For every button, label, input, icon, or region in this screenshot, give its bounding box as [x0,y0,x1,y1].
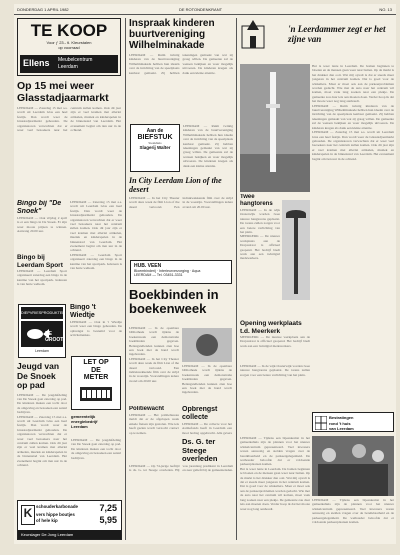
article-bingo-snoek-title: Bingo bij "De Snoek" [17,200,62,215]
article-bingo-wdtje-title: Bingo 't Wiedtje [70,304,96,319]
article-opening [240,320,310,360]
article-glasstad-cont [70,200,122,296]
bestrating-line2: rond 't huis [329,421,351,426]
article-bingo-sport-title: Bingo bij Leerdam Sport [17,254,63,269]
article-inspraak-title: Inspraak kinderen buurtvereniging Wilhelminakade [129,18,215,51]
article-glasstad-body: LEERDAM — Zaterdag 15 mei a.s. wordt uit Leerdam Glas een heel festijn. Dan wordt weer de Glasstadjaarmarkt gehouden. De organisatoren verwachten dat er weer veel bezoekers naar het centrum zullen komen. Ook dit jaar zijn er veel kramen met allerlei artikelen, muziek en kinderspelen in de binnenstad van Leerdam. Het evenement begint om tien uur in de ochtend. [17,106,121,133]
article-inspraak-cont-body: LEERDAM — Ruim twintig kinderen van de buurtvereniging Wilhelminakade hebben hun ideeën over de inrichting van de speelplaats kenbaar gemaakt. Zij hebben tekeningen gemaakt van wat zij graag willen. De gemeente zal de wensen bekijken en waar mogelijk uitvoeren. De kinderen kregen als dank een kleine attentie. [183,124,233,168]
meter-line2: DE [91,366,101,374]
article-opbrengst [182,406,232,436]
te-koop-title: TE KOOP [30,21,108,40]
article-boekbinden-body2: LEERDAM — In het City Theater wordt deze week de film Lion of the desert vertoond. Een indrukwekkende film over de strijd in de woestijn. Voorstellingen iedere avond om 20.00 uur. [129,356,179,383]
diepvries-line2: Leerdam [35,349,49,353]
gemeentelijk-line1: gemeentelijk [71,414,96,419]
te-koop-line2: op voorraad [58,45,80,50]
article-jeugd-body: LEERDAM — De jeugdafdeling van De Snoek gaat zaterdag op pad. De kinderen maken een tocht door de omgeving en bezoeken een aantal bedrijven. [17,392,67,415]
article-opbrengst-title: Opbrengst collecte [182,406,218,421]
veen-line2: Bloembinderij · Interieurverzorging · Aqua [134,269,201,273]
article-inspraak-cont [183,124,233,172]
article-inspraak [129,18,233,122]
article-dekker [129,438,233,540]
diepvries-brand: DE GROOT [45,331,64,343]
article-bottom-left-body2: Het is weer lente in Leerdam. De bomen beginnen te bloeien en de mensen gaan weer naar buiten. Op de markt is het drukker dan ooit. Wat mij opvalt is dat er steeds meer jongeren in het centrum komen. Dat is goed voor de winkeliers. Maar er moet ook aan de parkeerproblemen worden gedacht. Wie met de auto naar het centrum wil komen, moet vaak lang zoeken naar een plekje. De gemeente zou daar iets aan moeten doen. Verder hoop ik dat het mooie weer nog lang aanhoudt. [240,466,310,511]
column-rule-2 [236,18,237,540]
article-twee-body: LEERDAM — In de wijk Oosterwijk worden twee nieuwe hangtorens geplaatst. De torens zullen zorgen voor een betere verlichting van het plein. [240,208,280,235]
keurslager-k-icon: K [21,505,35,525]
biefstuk-line2: BIEFSTUK [137,134,173,141]
article-glasstad-cont-body: LEERDAM — Zaterdag 15 mei a.s. wordt uit Leerdam Glas een heel festijn. Dan wordt weer de Glasstadjaarmarkt gehouden. De organisatoren verwachten dat er weer veel bezoekers naar het centrum zullen komen. Ook dit jaar zijn er veel kramen met allerlei artikelen, muziek en kinderspelen in de binnenstad van Leerdam. Het evenement begint om tien uur in de ochtend. [70,200,122,253]
biefstuk-line4: Slagerij Walter [139,145,171,151]
article-leerdammer-title: 'n Leerdammer zegt er het zijne van [288,24,386,44]
hangtoren-photo [282,200,310,300]
bestrating-line3: van Leerdam [329,426,354,431]
article-bingo-snoek-body: LEERDAM — Ook vrijdag 2 april is er een bingo in De Snoek. Er zijn weer mooie prijzen te winnen. Aanvang 20.00 uur. [17,216,67,234]
schouder-price2: 5,95 [99,515,117,525]
article-jeugd-filler: LEERDAM — Zaterdag 15 mei a.s. wordt uit Leerdam Glas een heel festijn. Dan wordt weer de Glasstadjaarmarkt gehouden. De organisatoren verwachten dat er weer veel bezoekers naar het centrum zullen komen. Ook dit jaar zijn er veel kramen met allerlei artikelen, muziek en kinderspelen in de binnenstad van Leerdam. Het evenement begint om tien uur in de ochtend. [17,414,67,467]
schouder-line3: of hele kip [36,518,58,523]
article-lions-title: In City Leerdam Lion of the desert [129,176,222,194]
article-boekbinden-body-col [129,326,179,406]
article-leerdammer-body-col [312,64,394,410]
article-lions [129,176,233,258]
article-bingo-sport [17,254,67,300]
veen-ad [130,260,232,284]
article-glasstad-cont-body2: LEERDAM — Leerdam Sport organiseert zaterdag een bingo in de kantine van het sportpark. Iedereen is van harte welkom. [70,252,122,271]
article-leerdammer-body3: LEERDAM — Zaterdag 15 mei a.s. wordt uit Leerdam Glas een heel festijn. Dan wordt weer de Glasstadjaarmarkt gehouden. De organisatoren verwachten dat er weer veel bezoekers naar het centrum zullen komen. Ook dit jaar zijn er veel kramen met allerlei artikelen, muziek en kinderspelen in de binnenstad van Leerdam. Het evenement begint om tien uur in de ochtend. [312,130,394,161]
bestrating-line1: Bestratingen [329,415,354,420]
article-jeugd [17,362,67,482]
meter-line1: LET OP [83,359,109,366]
article-bingo-wdtje-body: LEERDAM — Ook in 't Wiedtje wordt weer een bingo gehouden. De opbrengst is bestemd voor de activiteitenkas. [70,320,122,338]
schouder-footer: Keurslager De Jong Leerdam [18,530,121,539]
article-dekker-body: LEERDAM — Op 74-jarige leeftijd is ds. G. ter Steege overleden. Hij was jarenlang predikant in Leerdam en zeer geliefd bij de gemeenteleden. [129,463,233,472]
article-opening-body: MEERKERK — De nieuwe werkplaats aan de Dorpsstraat is officieel geopend. Het bedrijf biedt werk aan een twintigtal medewerkers. [240,335,310,348]
article-boekbinden [129,288,233,328]
diepvries-logo-block [21,321,63,347]
meter-ad [71,356,121,410]
article-leerdammer-head [240,18,394,62]
schouder-price1: 7,25 [99,503,117,513]
column-rule-1 [125,18,126,540]
article-twee-body-col [240,208,280,318]
article-opbrengst-body: LEERDAM — De collecte voor het Astmafonds heeft in Leerdam een mooi bedrag opgebracht. Alle gevers [182,422,232,435]
article-leerdammer-body: Het is weer lente in Leerdam. De bomen beginnen te bloeien en de mensen gaan weer naar buiten. Op de markt is het drukker dan ooit. Wat mij opvalt is dat er steeds meer jongeren in het centrum komen. Dat is goed voor de winkeliers. Maar er moet ook aan de parkeerproblemen worden gedacht. Wie met de auto naar het centrum wil komen, moet vaak lang zoeken naar een plekje. De gemeente zou daar iets aan moeten doen. Verder hoop ik dat het mooie weer nog lang aanhoudt. [312,64,394,104]
article-boekbinden-title: Boekbinden in boekenweek [129,288,219,316]
schouder-line1: schouderkarbonade [36,504,78,509]
header-date: DONDERDAG 1 APRIL 1982 [17,7,69,12]
article-inspraak-body: LEERDAM — Ruim twintig kinderen van de buurtvereniging Wilhelminakade hebben hun ideeën over de inrichting van de speelplaats kenbaar gemaakt. Zij hebben tekeningen gemaakt van wat zij graag willen. De gemeente zal de wensen bekijken en waar mogelijk uitvoeren. De kinderen kregen als dank een kleine attentie. [129,53,233,75]
church-tower-icon [240,20,266,50]
gemeentelijk-ad [71,414,121,436]
article-opening-title: Opening werkplaats t.d. Meerkerk [240,320,302,335]
article-boekbinden-cont [182,364,232,404]
veen-line1: HUB. VEEN [134,263,162,269]
article-bottom-right [312,498,394,540]
article-lions-body: LEERDAM — In het City Theater wordt deze week de film Lion of the desert vertoond. Een indrukwekkende film over de strijd in de woestijn. Voorstellingen iedere avond om 20.00 uur. [129,196,233,209]
biefstuk-ad [130,124,180,172]
header-paper: DE ROTONDENKRANT [179,7,223,12]
article-jeugd-title: Jeugd van De Snoek op pad [17,362,60,390]
article-col1b-filler-body: LEERDAM — De jeugdafdeling van De Snoek gaat zaterdag op pad. De kinderen maken een tocht door de omgeving en bezoeken een aantal bedrijven. [71,438,121,460]
gemeentelijk-line2: energiebedrijf [71,419,98,424]
article-col1b-filler [71,438,121,498]
article-politiewacht-body: LEERDAM — Het politiebureau meldt dat er de afgelopen week enkele fietsen zijn gestolen. Wie iets heeft gezien wordt verzocht contact op te nemen. [129,413,179,435]
bestrating-ad [312,412,394,432]
article-bingo-snoek [17,200,67,252]
te-koop-line1: Voor ƒ 23.- tl. Kleurstalen [46,40,92,45]
article-col3-filler [240,364,310,412]
book-photo [182,328,232,362]
article-boekbinden-body: LEERDAM — In de openbare bibliotheek wordt tijdens de boekenweek een demonstratie boekbinden gegeven. Belangstellenden kunnen zien hoe een boek met de hand wordt ingebonden. [129,326,179,357]
article-boekbinden-cont-body: LEERDAM — In de openbare bibliotheek wordt tijdens de boekenweek een demonstratie boekbinden gegeven. Belangstellenden kunnen zien hoe een boek met de hand wordt ingebonden. [182,364,232,395]
meter-line3: METER [83,374,109,381]
article-bingo-wdtje [70,304,122,354]
header-page: NO. 13 [379,7,392,12]
article-glasstad [17,80,121,198]
biefstuk-line1: Aan de [146,128,164,134]
diepvries-line1: DIEPVRIESPRODUKTEN [21,307,63,319]
article-bottom-left-body: LEERDAM — Tijdens een bijeenkomst in het gemeentehuis zijn de plannen voor het nieuwe winkelcentrum gepresenteerd. Veel inwoners waren aanwezig en stelden vragen over de bereikbaarheid en de parkeergelegenheid. De wethouder beloofde dat er voldoende parkeerplaatsen komen. [240,436,310,467]
tower-photo [240,64,310,192]
gemeentelijk-line3: Leerdam [71,424,88,429]
ellens-city: Leerdam [58,64,78,70]
people-photo [312,436,394,496]
article-politiewacht-title: Politiewacht [129,406,165,412]
article-politiewacht [129,406,179,436]
diepvries-ad [18,304,66,358]
schouder-line2: vers hippe boutjes [36,512,75,517]
te-koop-ad [17,18,121,76]
veen-line3: LEERDAM — Tel. 03451-3331 [134,273,183,277]
meter-dial-icon [80,387,112,401]
article-leerdammer-body2: LEERDAM — Ruim twintig kinderen van de buurtvereniging Wilhelminakade hebben hun ideeën over de inrichting van de speelplaats kenbaar gemaakt. Zij hebben tekeningen gemaakt van wat zij graag willen. De gemeente zal de wensen bekijken en waar mogelijk uitvoeren. De kinderen kregen als dank een kleine attentie. [312,103,394,130]
ellens-banner [20,55,118,73]
article-bingo-sport-body: LEERDAM — Leerdam Sport organiseert zaterdag een bingo in de kantine van het sportpark. Iedereen is van harte welkom. [17,269,67,287]
article-twee-title: Twee hangtorens [240,194,273,207]
article-bottom-right-body: LEERDAM — Tijdens een bijeenkomst in het gemeentehuis zijn de plannen voor het nieuwe winkelcentrum gepresenteerd. Veel inwoners waren aanwezig en stelden vragen over de bereikbaarheid en de parkeergelegenheid. De wethouder beloofde dat er voldoende parkeerplaatsen komen. [312,498,394,525]
schouder-ad [17,500,122,540]
article-twee-body2: MEERKERK — De nieuwe werkplaats aan de Dorpsstraat is officieel geopend. Het bedrijf biedt werk aan een twintigtal medewerkers. [240,234,280,261]
article-dekker-title: Ds. G. ter Steege overleden [182,438,218,463]
article-glasstad-title: Op 15 mei weer Glasstadjaarmarkt [17,80,109,104]
page-header [14,4,396,15]
newspaper-page [14,4,396,544]
paving-icon [315,416,327,430]
article-col3-filler-body: LEERDAM — In de wijk Oosterwijk worden twee nieuwe hangtorens geplaatst. De torens zullen zorgen voor een betere verlichting van het plein. [240,364,310,377]
ellens-brand: Ellens [23,58,50,68]
ellens-store: Meubelcentrum [58,57,93,63]
biefstuk-line3: Steakhuis [148,141,162,145]
article-bottom-left [240,436,310,540]
